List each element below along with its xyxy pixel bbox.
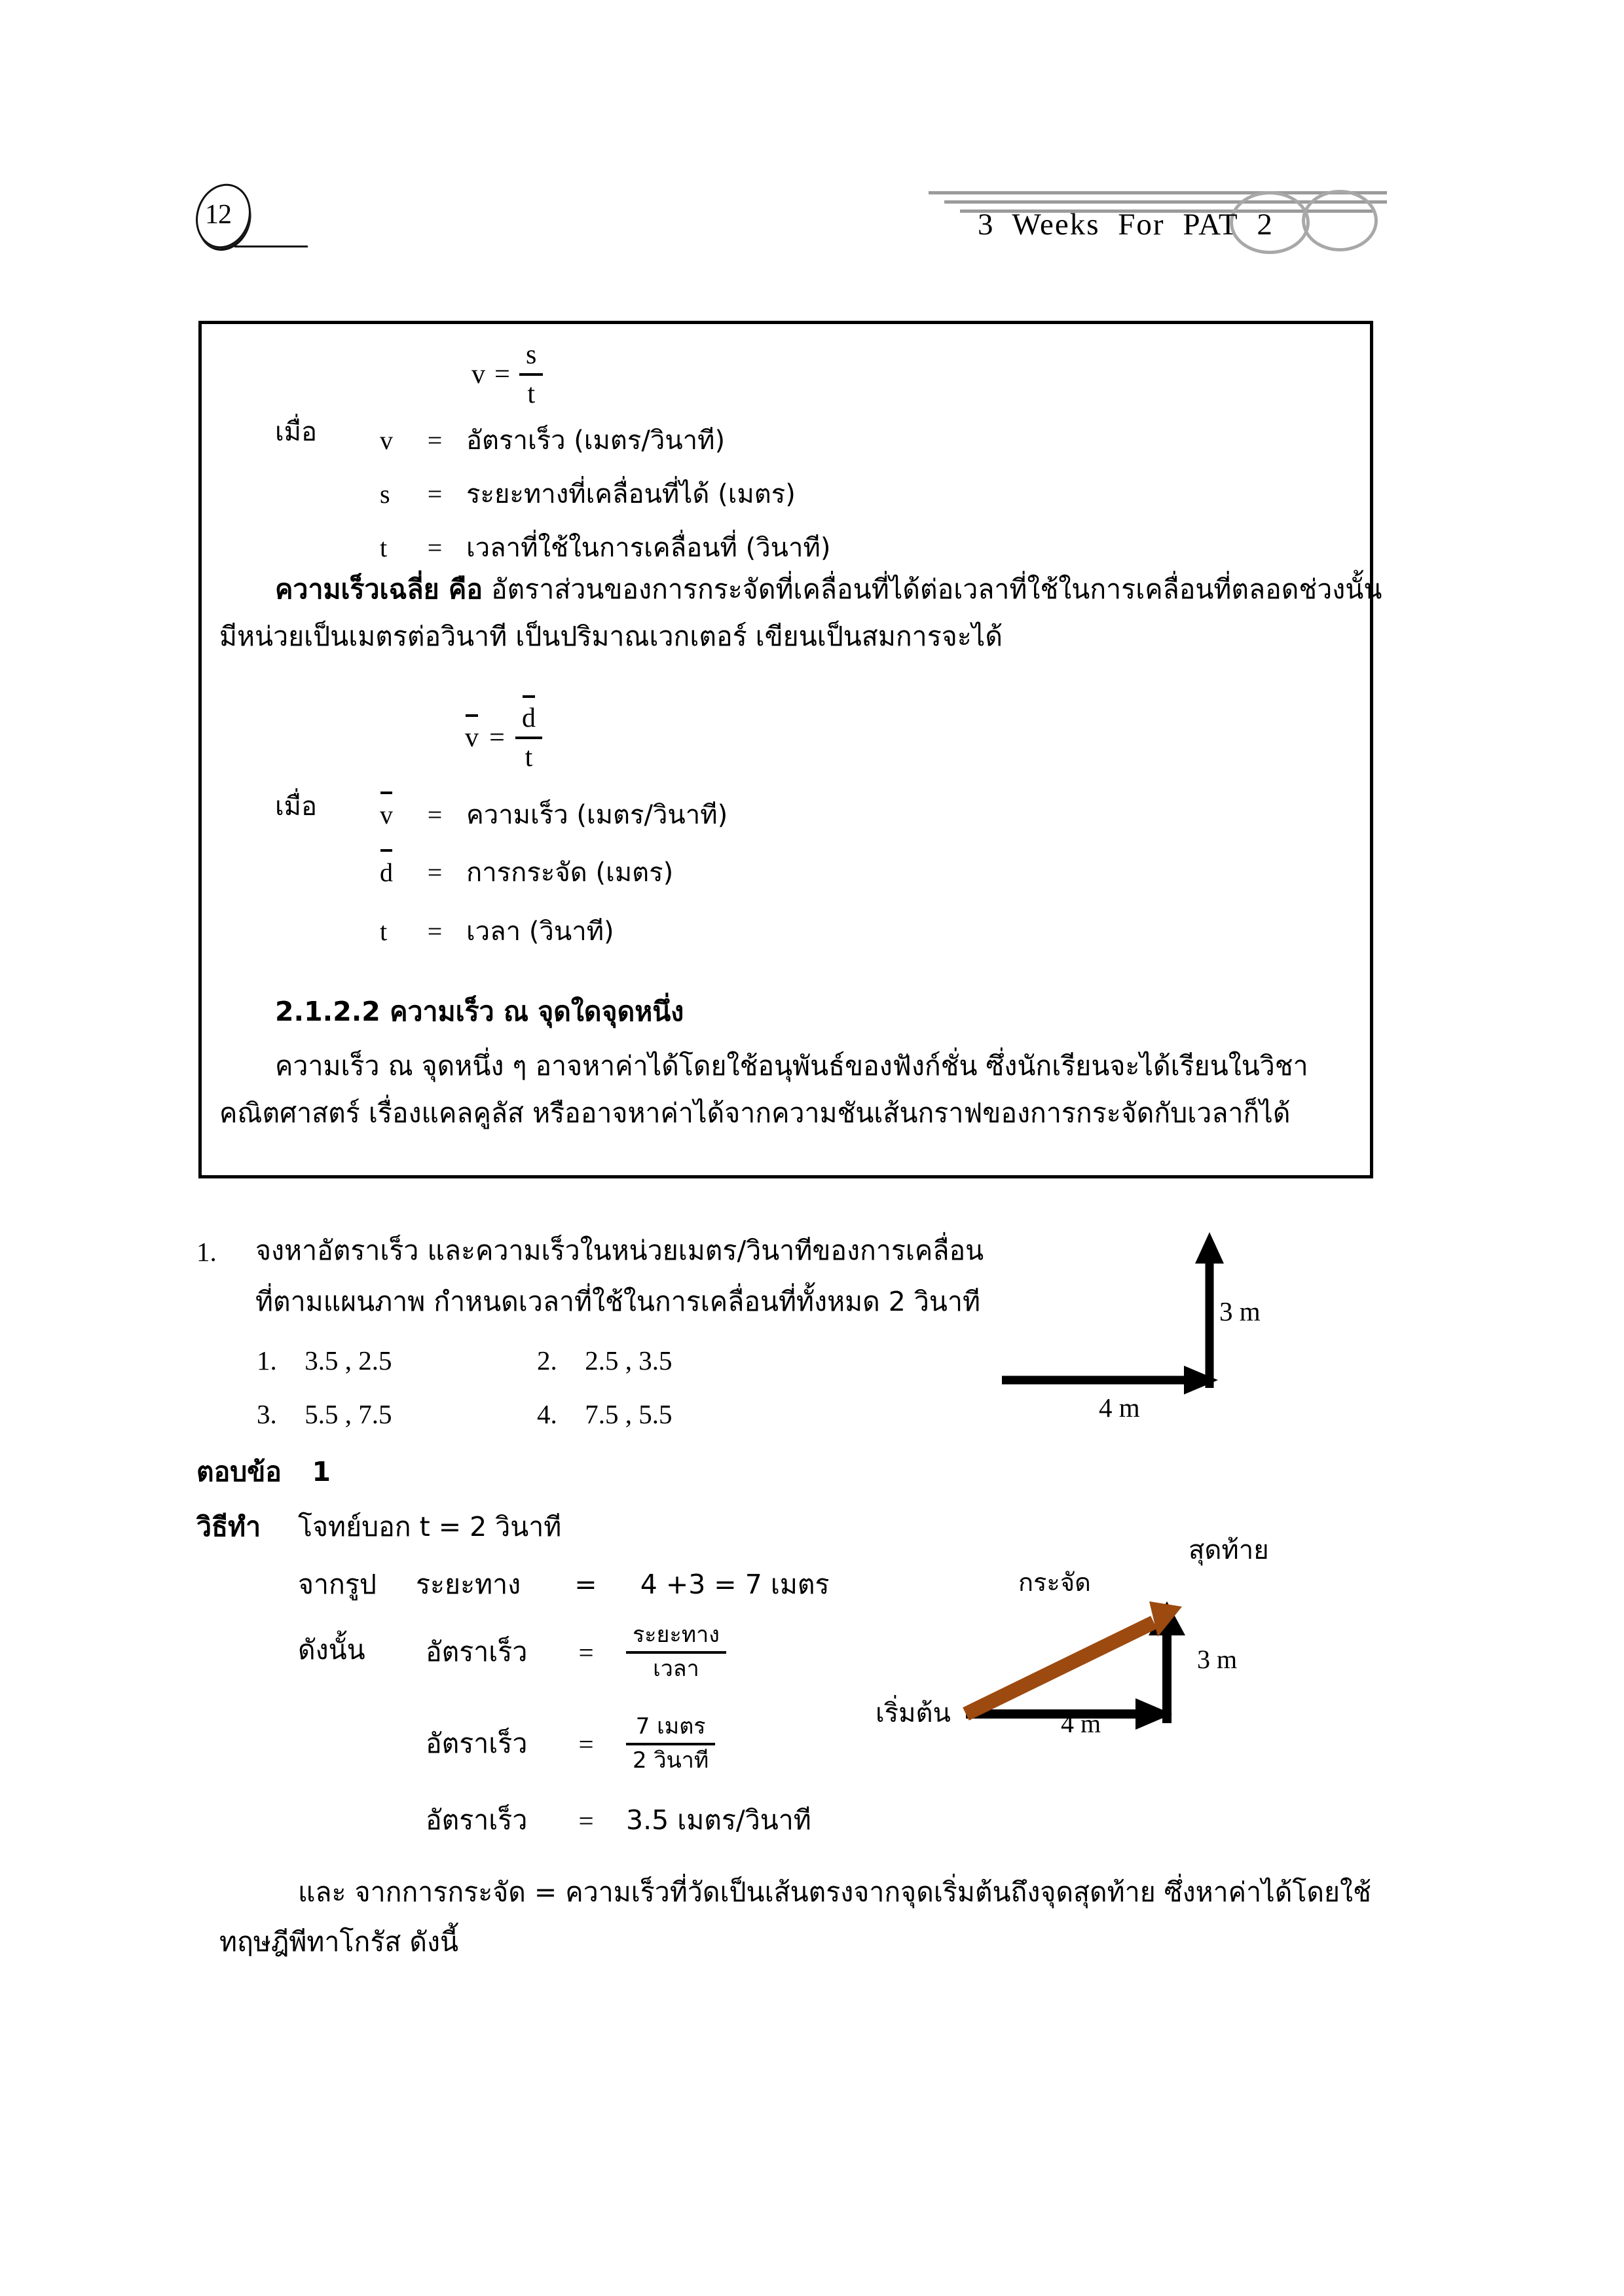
formula2-equals: = xyxy=(489,723,505,754)
formula2-lhs: v xyxy=(465,723,479,754)
step-2-equals: = xyxy=(578,1728,594,1759)
step-2-fraction xyxy=(626,1715,715,1772)
definition-6-text: เวลา (วินาที) xyxy=(466,917,614,947)
section-body-line-1: ความเร็ว ณ จุดหนึ่ง ๆ อาจหาค่าได้โดยใช้อนุพันธ์ของฟังก์ชั่น ซึ่งนักเรียนจะได้เรียนในวิชา xyxy=(275,1050,1308,1082)
definition-v-speed xyxy=(380,419,725,461)
choice-1[interactable] xyxy=(257,1347,392,1374)
step-1-lhs: อัตราเร็ว xyxy=(426,1636,528,1668)
section-heading-2-1-2-2: 2.1.2.2 ความเร็ว ณ จุดใดจุดหนึ่ง xyxy=(275,996,684,1027)
definition-2-text: ระยะทางที่เคลื่อนที่ได้ (เมตร) xyxy=(466,479,796,509)
page-number: 12 xyxy=(205,200,231,230)
step-2-numerator: 7 เมตร xyxy=(635,1713,706,1740)
definition-3-symbol: t xyxy=(380,532,388,562)
step-2-denominator: 2 วินาที xyxy=(633,1747,709,1774)
page-number-badge xyxy=(196,183,347,262)
therefore-label: ดังนั้น xyxy=(298,1634,365,1666)
diagram-2-horizontal-label: 4 m xyxy=(1061,1709,1101,1738)
definition-6-symbol: t xyxy=(380,916,388,946)
definition-vbar-velocity xyxy=(380,793,728,835)
diagram-1-vectors xyxy=(995,1231,1336,1421)
from-figure-label: จากรูป xyxy=(298,1569,377,1600)
header-title-block xyxy=(915,177,1413,275)
step-1-denominator: เวลา xyxy=(653,1655,699,1682)
header-title xyxy=(978,207,1274,242)
step-1-fraction-bar xyxy=(626,1651,726,1654)
formula1-fraction-bar xyxy=(519,373,543,376)
definition-t-time xyxy=(380,526,830,568)
diagram-1-vertical-label: 3 m xyxy=(1219,1296,1261,1326)
step-2-fraction-bar xyxy=(626,1743,715,1745)
definition-2-symbol: s xyxy=(380,479,390,509)
step-1-equals: = xyxy=(578,1637,594,1667)
closing-line-2: ทฤษฎีพีทาโกรัส ดังนี้ xyxy=(219,1926,459,1958)
section-body-line-2: คณิตศาสตร์ เรื่องแคลคูลัส หรืออาจหาค่าได้จากความชันเส้นกราฟของการกระจัดกับเวลาก็ได้ xyxy=(219,1097,1291,1129)
formula-average-speed xyxy=(471,340,543,409)
question-line-2: ที่ตามแผนภาพ กำหนดเวลาที่ใช้ในการเคลื่อนที่ทั้งหมด 2 วินาที xyxy=(255,1286,980,1317)
diagram-1-horizontal-label: 4 m xyxy=(1099,1393,1140,1423)
step-3-equals: = xyxy=(578,1805,594,1836)
choice-4[interactable] xyxy=(537,1401,673,1428)
formula1-equals: = xyxy=(494,359,510,390)
choice-2[interactable] xyxy=(537,1347,673,1374)
given-text: โจทย์บอก t = 2 วินาที xyxy=(298,1511,562,1542)
header-title-word-0: 3 xyxy=(978,208,995,242)
choice-2-value: 2.5 , 3.5 xyxy=(585,1345,673,1376)
definition-s-distance xyxy=(380,473,796,515)
closing-line-1: และ จากการกระจัด = ความเร็วที่วัดเป็นเส้นตรงจากจุดเริ่มต้นถึงจุดสุดท้าย ซึ่งหาค่าได้โดยใช้ xyxy=(298,1876,1371,1908)
header-title-word-4: 2 xyxy=(1257,208,1274,242)
definition-5-equals: = xyxy=(427,857,443,887)
definition-5-text: การกระจัด (เมตร) xyxy=(466,858,674,888)
definition-3-text: เวลาที่ใช้ในการเคลื่อนที่ (วินาที) xyxy=(466,533,831,563)
choice-4-value: 7.5 , 5.5 xyxy=(585,1399,673,1429)
diagram-2-displacement-label: กระจัด xyxy=(1018,1568,1091,1597)
step-1-row xyxy=(426,1624,726,1681)
choice-1-label: 1. xyxy=(257,1345,277,1376)
choice-3[interactable] xyxy=(257,1401,392,1428)
step-2-lhs: อัตราเร็ว xyxy=(426,1728,528,1760)
diagram-2-end-label: สุดท้าย xyxy=(1189,1535,1269,1565)
page-header xyxy=(0,177,1624,282)
avg-speed-line1-rest: อัตราส่วนของการกระจัดที่เคลื่อนที่ได้ต่อเวลาที่ใช้ในการเคลื่อนที่ตลอดช่วงนั้น xyxy=(491,574,1382,605)
formula1-fraction xyxy=(519,340,543,409)
formula2-numerator-wrap xyxy=(515,704,542,733)
diagram-2-displacement-arrow xyxy=(966,1601,1182,1714)
header-title-word-3: PAT xyxy=(1183,208,1239,242)
when-label-1: เมื่อ xyxy=(275,417,318,447)
definition-dbar-displacement xyxy=(380,851,673,893)
step-1-numerator: ระยะทาง xyxy=(633,1622,720,1648)
avg-speed-bold-lead: ความเร็วเฉลี่ย คือ xyxy=(275,574,483,605)
definition-1-symbol: v xyxy=(380,425,393,455)
definition-2-equals: = xyxy=(427,479,443,509)
formula1-lhs: v xyxy=(471,359,485,390)
formula2-denominator: t xyxy=(525,742,533,773)
step-2-row xyxy=(426,1715,715,1772)
step-3-lhs: อัตราเร็ว xyxy=(426,1804,528,1836)
formula-average-velocity xyxy=(465,704,542,772)
choice-1-value: 3.5 , 2.5 xyxy=(304,1345,392,1376)
distance-value: 4 +3 = 7 เมตร xyxy=(640,1569,830,1600)
header-title-word-2: For xyxy=(1118,208,1165,242)
answer-value: 1 xyxy=(312,1456,331,1487)
choice-2-label: 2. xyxy=(537,1345,557,1376)
step-3-value: 3.5 เมตร/วินาที xyxy=(626,1804,811,1836)
definition-5-symbol: d xyxy=(380,857,393,887)
definition-4-text: ความเร็ว (เมตร/วินาที) xyxy=(466,800,728,830)
step-3-row xyxy=(426,1799,811,1842)
choice-4-label: 4. xyxy=(537,1399,557,1429)
header-title-word-1: Weeks xyxy=(1012,208,1100,242)
diagram-2-vertical-label: 3 m xyxy=(1197,1645,1238,1674)
distance-equals: = xyxy=(574,1569,597,1600)
definition-4-symbol: v xyxy=(380,799,393,829)
choice-3-label: 3. xyxy=(257,1399,277,1429)
definition-4-equals: = xyxy=(427,799,443,829)
diagram-2-start-label: เริ่มต้น xyxy=(876,1698,951,1728)
header-ellipse-two-icon xyxy=(1302,190,1378,251)
answer-label-text: ตอบข้อ xyxy=(196,1456,282,1487)
formula2-fraction-bar xyxy=(515,737,542,739)
page-number-rule xyxy=(234,246,308,247)
when-label-2: เมื่อ xyxy=(275,792,318,822)
formula1-denominator: t xyxy=(527,379,536,410)
step-1-fraction xyxy=(626,1624,726,1681)
question-number: 1. xyxy=(196,1237,217,1267)
formula2-numerator: d xyxy=(522,703,536,733)
definition-1-text: อัตราเร็ว (เมตร/วินาที) xyxy=(466,426,726,456)
header-rule-1 xyxy=(929,191,1387,194)
formula1-numerator: s xyxy=(526,340,537,370)
answer-label xyxy=(196,1456,331,1487)
avg-speed-paragraph-line2: มีหน่วยเป็นเมตรต่อวินาที เป็นปริมาณเวกเตอร์ เขียนเป็นสมการจะได้ xyxy=(219,621,1003,652)
diagram-1-horizontal-arrow xyxy=(1002,1366,1218,1394)
definition-6-equals: = xyxy=(427,916,443,946)
definition-3-equals: = xyxy=(427,532,443,562)
choice-3-value: 5.5 , 7.5 xyxy=(304,1399,392,1429)
question-line-1: จงหาอัตราเร็ว และความเร็วในหน่วยเมตร/วินาทีของการเคลื่อน xyxy=(255,1235,984,1266)
formula2-fraction xyxy=(515,704,542,772)
definition-1-equals: = xyxy=(427,425,443,455)
method-label: วิธีทำ xyxy=(196,1511,261,1542)
avg-speed-paragraph-line1 xyxy=(275,576,1382,603)
definition-t-time-2 xyxy=(380,910,614,952)
distance-label: ระยะทาง xyxy=(416,1569,521,1600)
from-figure-row xyxy=(298,1571,830,1598)
